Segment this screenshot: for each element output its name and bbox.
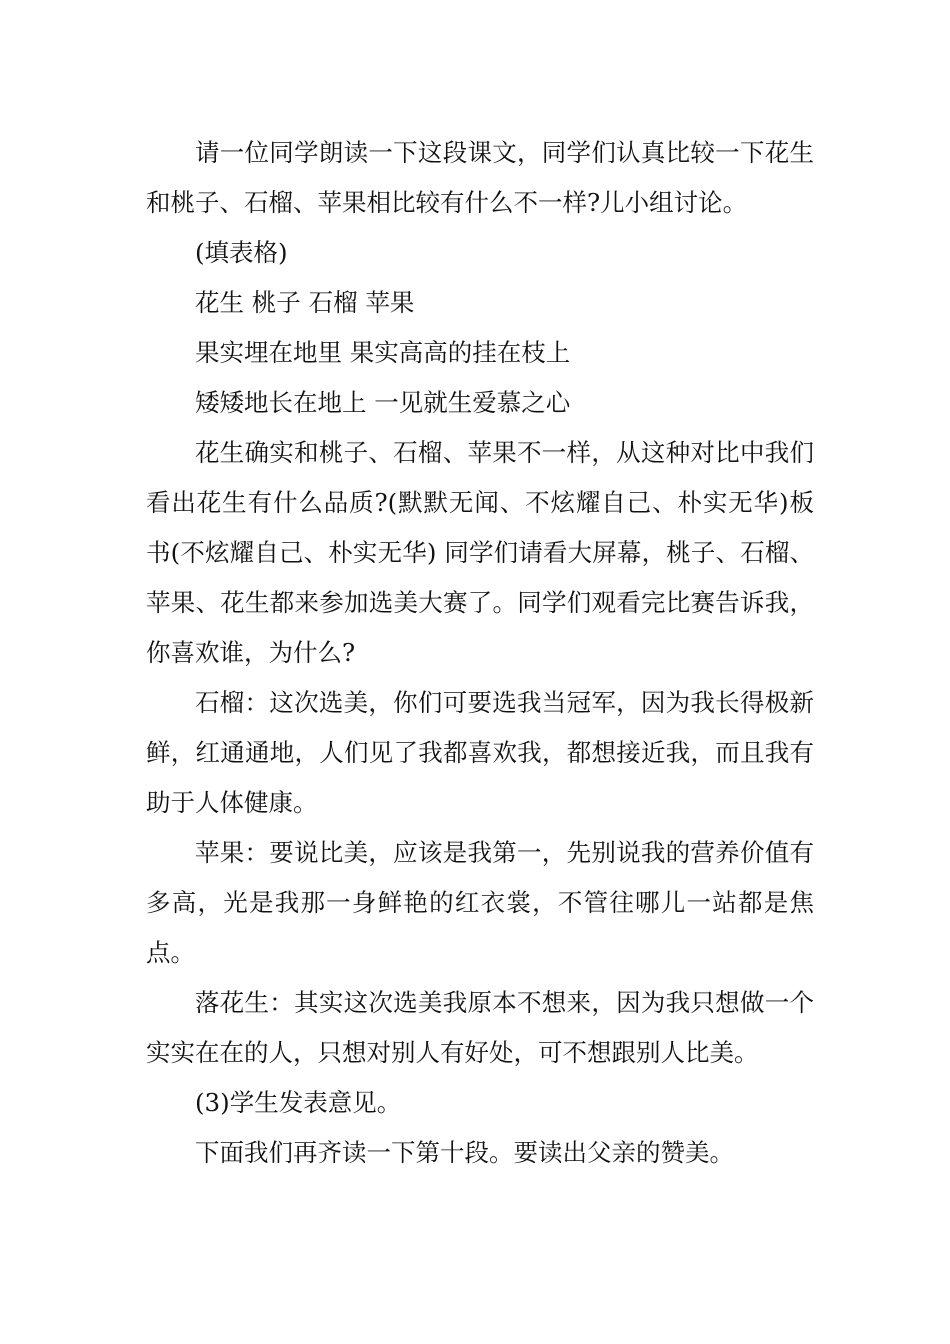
paragraph-table-row-1: 果实埋在地里 果实高高的挂在枝上	[195, 338, 571, 367]
paragraph-student-opinion: (3)学生发表意见。	[195, 1088, 402, 1117]
paragraph-read-aloud: 下面我们再齐读一下第十段。要读出父亲的赞美。	[195, 1138, 734, 1167]
paragraph-pomegranate: 石榴：这次选美，你们可要选我当冠军，因为我长得极新鲜，红通通地，人们见了我都喜欢我，都想接近我，而且我有助于人体健康。	[146, 688, 814, 817]
paragraph-comparison: 花生确实和桃子、石榴、苹果不一样，从这种对比中我们看出花生有什么品质?(默默无闻、不炫耀自己、朴实无华)板书(不炫耀自己、朴实无华) 同学们请看大屏幕，桃子、石榴、苹果、花生都来参加选美大赛了。同学们观看完比赛告诉我，你喜欢谁，为什么?	[146, 438, 814, 667]
paragraph-apple: 苹果：要说比美，应该是我第一，先别说我的营养价值有多高，光是我那一身鲜艳的红衣裳，不管往哪儿一站都是焦点。	[146, 838, 814, 967]
paragraph-table-header: 花生 桃子 石榴 苹果	[195, 288, 415, 317]
paragraph-intro: 请一位同学朗读一下这段课文，同学们认真比较一下花生和桃子、石榴、苹果相比较有什么不一样?儿小组讨论。	[146, 138, 814, 217]
paragraph-table-row-2: 矮矮地长在地上 一见就生爱慕之心	[195, 388, 571, 417]
document-body	[146, 128, 814, 1178]
paragraph-fill-table: (填表格)	[195, 238, 288, 267]
paragraph-peanut: 落花生：其实这次选美我原本不想来，因为我只想做一个实实在在的人，只想对别人有好处，可不想跟别人比美。	[146, 988, 814, 1067]
